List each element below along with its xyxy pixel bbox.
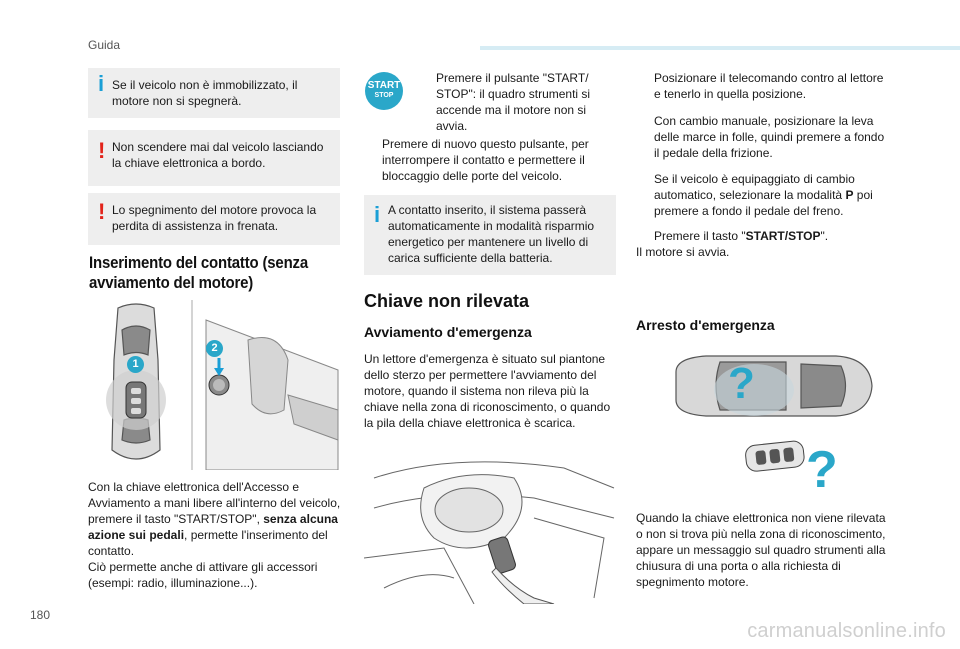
watermark: carmanualsonline.info bbox=[747, 620, 946, 642]
page-number: 180 bbox=[30, 608, 51, 622]
text-span: , permette l'inserimento del contatto. bbox=[88, 528, 328, 558]
heading-line-2: avviamento del motore) bbox=[89, 273, 254, 292]
text-span: ". bbox=[820, 229, 829, 243]
bullet-text: Premere il pulsante "START/ STOP": il quadro strumenti si accende ma il motore non si avvia. bbox=[436, 71, 591, 133]
start-stop-icon bbox=[365, 72, 403, 110]
warning-icon: ! bbox=[98, 138, 106, 163]
warning-box-1 bbox=[88, 130, 340, 186]
info-icon: i bbox=[98, 71, 105, 96]
engine-starts-text: Il motore si avvia. bbox=[636, 245, 730, 259]
info-note-box bbox=[364, 195, 616, 275]
text-span: Ciò permette anche di attivare gli accessori (esempi: radio, illuminazione...). bbox=[88, 560, 318, 590]
car-key-illustration bbox=[636, 342, 888, 498]
heading-line-1: Inserimento del contatto (senza bbox=[89, 253, 308, 272]
bullet-text: Con cambio manuale, posizionare la leva delle marce in folle, quindi premere a fondo il pedale della frizione. bbox=[654, 114, 885, 160]
question-mark-icon: ? bbox=[806, 441, 838, 499]
heading-inserimento bbox=[89, 253, 344, 293]
figure-car-and-button bbox=[88, 300, 340, 470]
text-span: poi premere a fondo il pedale del freno. bbox=[654, 188, 873, 218]
info-note-box bbox=[88, 68, 340, 118]
callout-2: 2 bbox=[206, 340, 223, 357]
warning-text-1: Non scendere mai dal veicolo lasciando la chiave elettronica a bordo. bbox=[112, 140, 324, 170]
mode-p: P bbox=[845, 188, 854, 202]
figure-key-not-detected bbox=[636, 342, 888, 498]
info-note-text: Se il veicolo non è immobilizzato, il motore non si spegnerà. bbox=[112, 78, 298, 108]
callout-1: 1 bbox=[127, 356, 144, 373]
bullet-item bbox=[418, 70, 608, 134]
figure-dashboard bbox=[364, 448, 616, 604]
paragraph-arresto: Quando la chiave elettronica non viene rilevata o non si trova più nella zona di riconoscimento, appare un messaggio sul quadro strumenti alla chiusura di una porta o alla richiesta di spegnimento motore. bbox=[636, 511, 886, 589]
bullet-item bbox=[636, 228, 888, 244]
bullet-text: Premere di nuovo questo pulsante, per interrompere il contatto e permettere il bloccaggio delle porte del veicolo. bbox=[382, 137, 589, 183]
heading-arresto-emergenza: Arresto d'emergenza bbox=[636, 317, 775, 333]
info-icon: i bbox=[374, 202, 381, 227]
warning-text-2: Lo spegnimento del motore provoca la perdita di assistenza in frenata. bbox=[112, 203, 317, 233]
bullet-item bbox=[636, 113, 888, 161]
warning-icon: ! bbox=[98, 199, 106, 224]
bullet-text: Posizionare il telecomando contro al lettore e tenerlo in quella posizione. bbox=[654, 71, 884, 101]
text-span: Premere il tasto " bbox=[654, 229, 746, 243]
heading-chiave-non-rilevata: Chiave non rilevata bbox=[364, 291, 530, 311]
section-title: Guida bbox=[88, 38, 121, 52]
text-span: Se il veicolo è equipaggiato di cambio automatico, selezionare la modalità bbox=[654, 172, 855, 202]
bullet-item bbox=[636, 70, 888, 102]
bullet-item bbox=[636, 171, 888, 219]
start-label: START bbox=[367, 80, 401, 91]
bold-span: senza alcuna azione sui pedali bbox=[88, 512, 338, 542]
paragraph-avviamento: Un lettore d'emergenza è situato sul piantone dello sterzo per permettere l'avviamento del motore, quando il sistema non rileva più la chiave nella zona di riconoscimento, o quando la pila della chiave elettronica è scarica. bbox=[364, 352, 611, 430]
info-note-text: A contatto inserito, il sistema passerà automaticamente in modalità risparmio energetico per mantenere un livello di carica sufficiente della batteria. bbox=[388, 203, 595, 265]
bullet-item bbox=[364, 136, 604, 184]
stop-label: STOP bbox=[374, 92, 394, 99]
paragraph-inserimento bbox=[88, 479, 346, 591]
heading-avviamento-emergenza: Avviamento d'emergenza bbox=[364, 324, 532, 340]
start-stop-label: START/STOP bbox=[745, 229, 821, 243]
warning-box-2 bbox=[88, 193, 340, 245]
section-bar bbox=[480, 46, 960, 50]
text-span: Con la chiave elettronica dell'Accesso e Avviamento a mani libere all'interno del veicolo, premere il tasto "START/STOP", bbox=[88, 480, 341, 526]
car-top-view-illustration bbox=[88, 300, 340, 470]
dashboard-illustration bbox=[364, 448, 616, 604]
question-mark-icon: ? bbox=[728, 359, 755, 408]
